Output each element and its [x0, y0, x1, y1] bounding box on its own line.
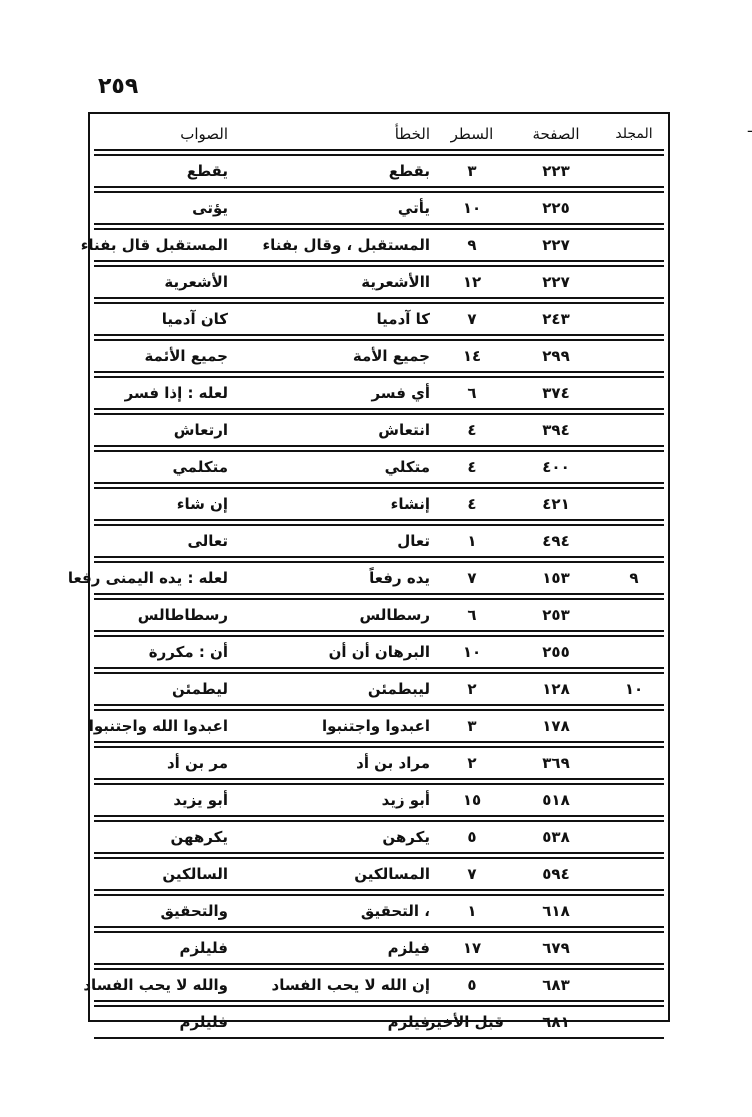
table-row	[94, 155, 664, 187]
table-row	[94, 932, 664, 964]
cell-wrong: المسالكين	[246, 858, 436, 890]
cell-correct: يكرههن	[94, 821, 246, 853]
header-wrong: الخطأ	[246, 118, 436, 150]
table-row	[94, 895, 664, 927]
cell-page: ٣٧٤	[508, 377, 604, 409]
cell-correct: تعالى	[94, 525, 246, 557]
cell-line: ٥	[436, 969, 508, 1001]
table-row	[94, 858, 664, 890]
cell-wrong: بقطع	[246, 155, 436, 187]
cell-page: ٢٤٣	[508, 303, 604, 335]
cell-volume	[604, 932, 664, 964]
cell-line: ٢	[436, 747, 508, 779]
cell-wrong: إن الله لا يحب الفساد	[246, 969, 436, 1001]
cell-correct: أن : مكررة	[94, 636, 246, 668]
cell-volume	[604, 414, 664, 446]
cell-volume	[604, 525, 664, 557]
cell-line: ٧	[436, 562, 508, 594]
cell-line: ٧	[436, 303, 508, 335]
cell-volume	[604, 377, 664, 409]
cell-line: ٧	[436, 858, 508, 890]
cell-line: ١٢	[436, 266, 508, 298]
cell-correct: إن شاء	[94, 488, 246, 520]
table-row	[94, 1006, 664, 1038]
cell-line: ٣	[436, 710, 508, 742]
cell-correct: يقطع	[94, 155, 246, 187]
table-row	[94, 340, 664, 372]
cell-wrong: يكرهن	[246, 821, 436, 853]
cell-wrong: تعال	[246, 525, 436, 557]
cell-volume	[604, 747, 664, 779]
cell-page: ٦٨٣	[508, 969, 604, 1001]
table-row	[94, 969, 664, 1001]
stray-mark: ـ	[747, 120, 752, 136]
cell-correct: والله لا يحب الفساد	[94, 969, 246, 1001]
cell-correct: يؤتى	[94, 192, 246, 224]
cell-volume	[604, 858, 664, 890]
cell-correct: فليلزم	[94, 1006, 246, 1038]
table-row	[94, 562, 664, 594]
cell-page: ٦٨١	[508, 1006, 604, 1038]
cell-volume	[604, 784, 664, 816]
table-row	[94, 377, 664, 409]
cell-volume	[604, 636, 664, 668]
cell-correct: اعبدوا الله واجتنبوا	[94, 710, 246, 742]
cell-line: ٦	[436, 599, 508, 631]
cell-volume	[604, 1006, 664, 1038]
table-row	[94, 525, 664, 557]
cell-line: ١٧	[436, 932, 508, 964]
cell-correct: والتحقيق	[94, 895, 246, 927]
cell-page: ٤٢١	[508, 488, 604, 520]
cell-correct: مر بن أد	[94, 747, 246, 779]
cell-page: ٢٥٥	[508, 636, 604, 668]
cell-page: ٥٣٨	[508, 821, 604, 853]
header-page: الصفحة	[508, 118, 604, 150]
cell-volume	[604, 303, 664, 335]
cell-volume	[604, 192, 664, 224]
cell-correct: المستقبل قال بفناء	[94, 229, 246, 261]
table-row	[94, 303, 664, 335]
cell-correct: أبو يزيد	[94, 784, 246, 816]
cell-wrong: مراد بن أد	[246, 747, 436, 779]
cell-page: ٢٢٧	[508, 229, 604, 261]
cell-line: ٩	[436, 229, 508, 261]
cell-correct: لعله : إذا فسر	[94, 377, 246, 409]
table-row	[94, 451, 664, 483]
cell-page: ٢٢٧	[508, 266, 604, 298]
table-row	[94, 747, 664, 779]
table-row	[94, 488, 664, 520]
cell-correct: كان آدميا	[94, 303, 246, 335]
cell-wrong: ، التحقيق	[246, 895, 436, 927]
cell-wrong: متكلي	[246, 451, 436, 483]
cell-page: ٢٥٣	[508, 599, 604, 631]
cell-wrong: البرهان أن أن	[246, 636, 436, 668]
cell-line: ٤	[436, 414, 508, 446]
cell-line: ٤	[436, 488, 508, 520]
cell-wrong: اعبدوا واجتنبوا	[246, 710, 436, 742]
table-row	[94, 821, 664, 853]
cell-line: ١	[436, 895, 508, 927]
cell-page: ٦٧٩	[508, 932, 604, 964]
table-row	[94, 266, 664, 298]
table-row	[94, 192, 664, 224]
cell-correct: ارتعاش	[94, 414, 246, 446]
table-row	[94, 636, 664, 668]
cell-line: ٤	[436, 451, 508, 483]
cell-wrong: فيلزم	[246, 932, 436, 964]
cell-page: ٢٢٥	[508, 192, 604, 224]
cell-volume	[604, 599, 664, 631]
cell-correct: السالكين	[94, 858, 246, 890]
cell-line: ١٤	[436, 340, 508, 372]
cell-correct: فليلزم	[94, 932, 246, 964]
cell-wrong: يده رفعاً	[246, 562, 436, 594]
cell-line: ٣	[436, 155, 508, 187]
cell-page: ٣٩٤	[508, 414, 604, 446]
cell-correct: ليطمئن	[94, 673, 246, 705]
cell-wrong: يأتي	[246, 192, 436, 224]
cell-page: ٤٩٤	[508, 525, 604, 557]
cell-line: قبل الأخير	[436, 1006, 508, 1038]
table-row	[94, 414, 664, 446]
cell-volume	[604, 895, 664, 927]
cell-page: ٥١٨	[508, 784, 604, 816]
cell-page: ٢٢٣	[508, 155, 604, 187]
cell-line: ١	[436, 525, 508, 557]
cell-correct: متكلمي	[94, 451, 246, 483]
cell-line: ٦	[436, 377, 508, 409]
cell-wrong: فيلزم	[246, 1006, 436, 1038]
cell-line: ٥	[436, 821, 508, 853]
cell-wrong: جميع الأمة	[246, 340, 436, 372]
cell-volume	[604, 155, 664, 187]
cell-page: ٣٦٩	[508, 747, 604, 779]
cell-volume	[604, 340, 664, 372]
cell-volume	[604, 266, 664, 298]
cell-page: ٦١٨	[508, 895, 604, 927]
table-row	[94, 599, 664, 631]
cell-wrong: كا آدميا	[246, 303, 436, 335]
page-number: ٢٥٩	[98, 74, 139, 99]
cell-line: ١٠	[436, 636, 508, 668]
cell-wrong: رسطالس	[246, 599, 436, 631]
cell-page: ٥٩٤	[508, 858, 604, 890]
cell-page: ١٧٨	[508, 710, 604, 742]
table-header-row	[94, 118, 664, 150]
table-row	[94, 784, 664, 816]
cell-page: ١٢٨	[508, 673, 604, 705]
table-row	[94, 229, 664, 261]
cell-page: ٤٠٠	[508, 451, 604, 483]
header-volume: المجلد	[604, 118, 664, 150]
cell-correct: رسطاطالس	[94, 599, 246, 631]
cell-wrong: انتعاش	[246, 414, 436, 446]
cell-correct: الأشعرية	[94, 266, 246, 298]
cell-page: ١٥٣	[508, 562, 604, 594]
header-correct: الصواب	[94, 118, 246, 150]
errata-table-frame	[67, 112, 670, 1031]
errata-table	[67, 118, 664, 1039]
cell-volume: ٩	[604, 562, 664, 594]
cell-wrong: المستقبل ، وقال بفناء	[246, 229, 436, 261]
cell-correct: جميع الأئمة	[94, 340, 246, 372]
cell-volume	[604, 821, 664, 853]
cell-wrong: أبو زيد	[246, 784, 436, 816]
cell-volume	[604, 710, 664, 742]
cell-correct: لعله : يده اليمنى رفعا	[94, 562, 246, 594]
cell-line: ١٥	[436, 784, 508, 816]
cell-volume	[604, 488, 664, 520]
table-row	[94, 710, 664, 742]
cell-line: ٢	[436, 673, 508, 705]
cell-volume	[604, 229, 664, 261]
cell-volume	[604, 451, 664, 483]
cell-volume: ١٠	[604, 673, 664, 705]
cell-page: ٢٩٩	[508, 340, 604, 372]
cell-wrong: إنشاء	[246, 488, 436, 520]
cell-wrong: االأشعرية	[246, 266, 436, 298]
cell-volume	[604, 969, 664, 1001]
table-row	[94, 673, 664, 705]
header-line: السطر	[436, 118, 508, 150]
cell-wrong: أي فسر	[246, 377, 436, 409]
cell-line: ١٠	[436, 192, 508, 224]
cell-wrong: ليبطمئن	[246, 673, 436, 705]
